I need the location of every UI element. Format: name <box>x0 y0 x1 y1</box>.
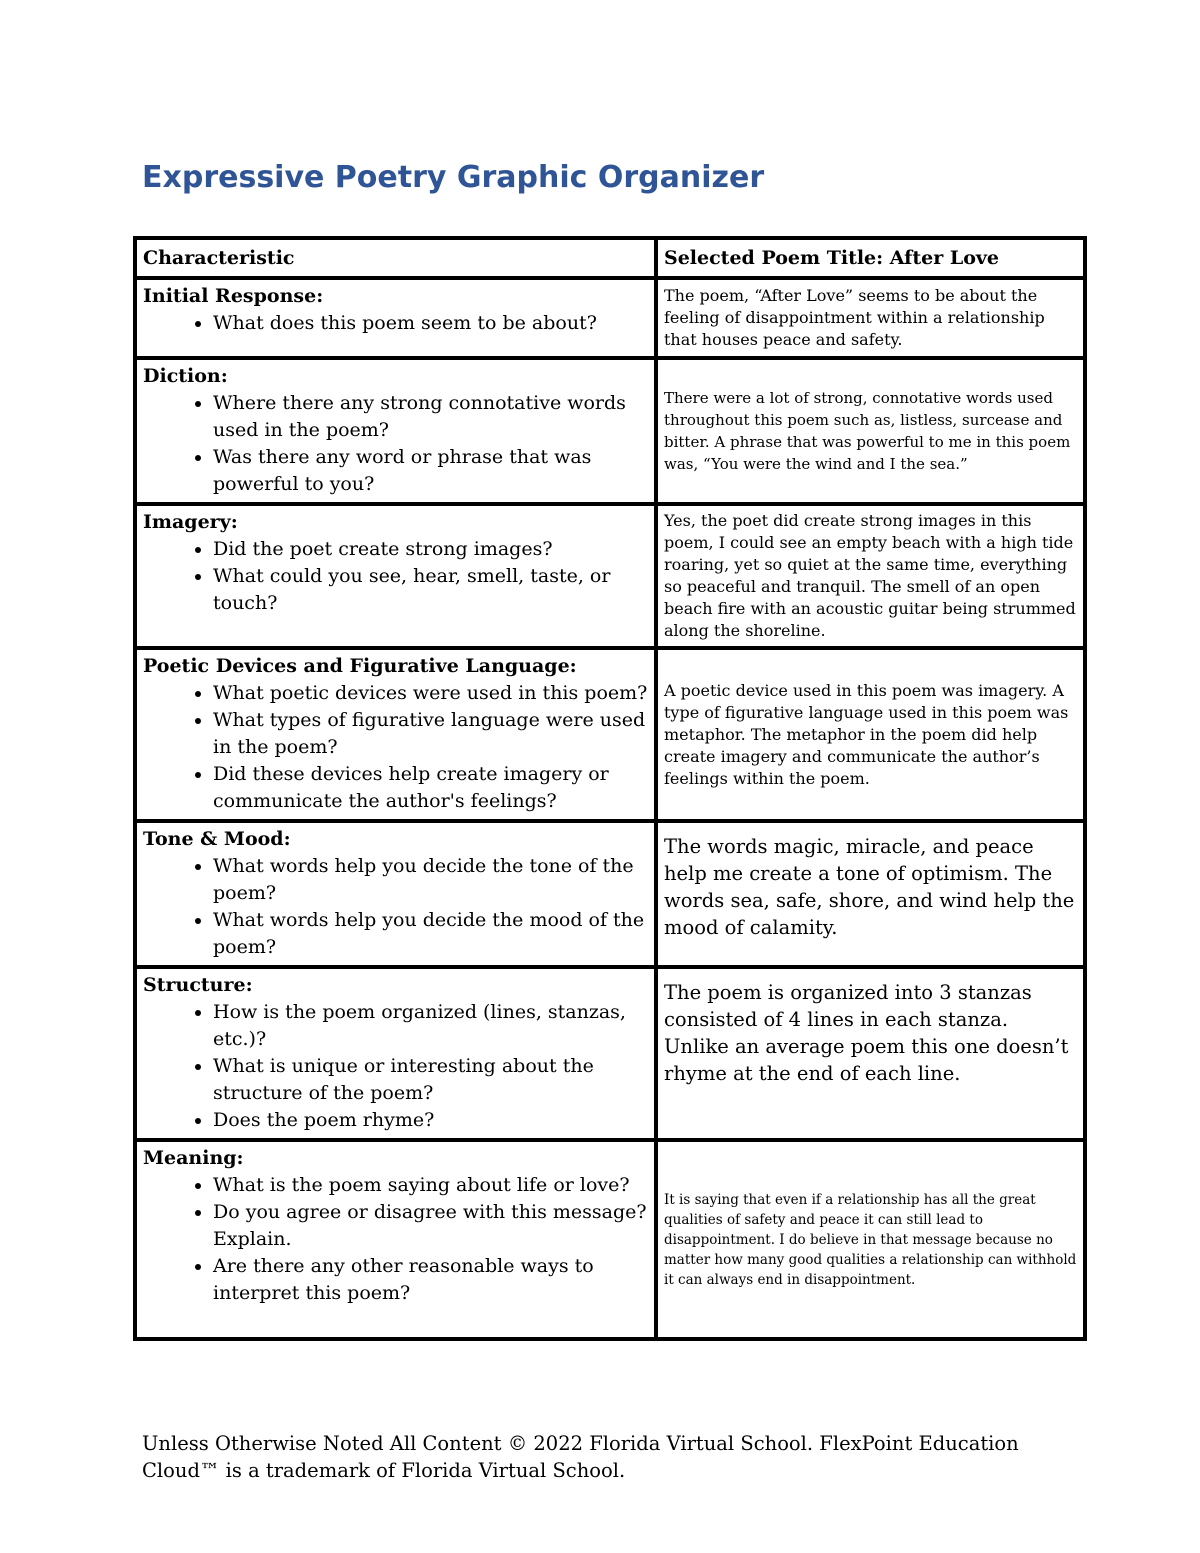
answer-cell: Yes, the poet did create strong images in this poem, I could see an empty beach with a high tide roaring, yet so quiet at the same time, everything so peaceful and tranquil. The smell of an open beach fire with an acoustic guitar being strummed along the shoreline. <box>656 504 1085 648</box>
table-row <box>135 278 1085 358</box>
characteristic-cell <box>135 278 656 358</box>
table-row <box>135 504 1085 648</box>
question-item: • Was there any word or phrase that was powerful to you? <box>213 444 649 498</box>
answer-cell: There were a lot of strong, connotative words used throughout this poem such as, listless, surcease and bitter. A phrase that was powerful to me in this poem was, “You were the wind and I the sea.” <box>656 358 1085 504</box>
question-item: • Do you agree or disagree with this message? Explain. <box>213 1199 649 1253</box>
question-item: • How is the poem organized (lines, stanzas, etc.)? <box>213 999 649 1053</box>
question-item: • What could you see, hear, smell, taste, or touch? <box>213 563 649 617</box>
characteristic-cell <box>135 504 656 648</box>
page-title: Expressive Poetry Graphic Organizer <box>142 160 765 195</box>
question-item: • What words help you decide the mood of the poem? <box>213 907 649 961</box>
characteristic-cell <box>135 821 656 967</box>
question-list <box>143 680 649 815</box>
table-row <box>135 648 1085 821</box>
answer-cell: A poetic device used in this poem was imagery. A type of figurative language used in this poem was metaphor. The metaphor in the poem did help create imagery and communicate the author’s feelings within the poem. <box>656 648 1085 821</box>
question-list <box>143 999 649 1134</box>
question-item: • What types of figurative language were used in the poem? <box>213 707 649 761</box>
table-row <box>135 358 1085 504</box>
characteristic-cell <box>135 967 656 1140</box>
graphic-organizer-table <box>133 236 1087 1341</box>
question-list <box>143 1172 649 1307</box>
question-item: • Did the poet create strong images? <box>213 536 649 563</box>
answer-cell: The words magic, miracle, and peace help me create a tone of optimism. The words sea, safe, shore, and wind help the mood of calamity. <box>656 821 1085 967</box>
question-item: • What is the poem saying about life or love? <box>213 1172 649 1199</box>
category-title: Meaning: <box>143 1147 244 1169</box>
question-item: • Where there any strong connotative words used in the poem? <box>213 390 649 444</box>
copyright-footer: Unless Otherwise Noted All Content © 2022 Florida Virtual School. FlexPoint Education Cloud™ is a trademark of Florida Virtual School. <box>142 1432 1019 1482</box>
question-item: • Does the poem rhyme? <box>213 1107 649 1134</box>
answer-cell: It is saying that even if a relationship has all the great qualities of safety and peace it can still lead to disappointment. I do believe in that message because no matter how many good qualities a relationship can withhold it can always end in disappointment. <box>656 1140 1085 1339</box>
category-title: Diction: <box>143 365 228 387</box>
question-item: • Are there any other reasonable ways to interpret this poem? <box>213 1253 649 1307</box>
answer-cell: The poem, “After Love” seems to be about the feeling of disappointment within a relationship that houses peace and safety. <box>656 278 1085 358</box>
question-list <box>143 853 649 961</box>
table-row <box>135 1140 1085 1339</box>
question-list <box>143 310 649 337</box>
characteristic-cell <box>135 1140 656 1339</box>
question-list <box>143 390 649 498</box>
category-title: Initial Response: <box>143 285 324 307</box>
answer-cell: The poem is organized into 3 stanzas consisted of 4 lines in each stanza. Unlike an average poem this one doesn’t rhyme at the end of each line. <box>656 967 1085 1140</box>
category-title: Tone & Mood: <box>143 828 291 850</box>
question-item: • What poetic devices were used in this poem? <box>213 680 649 707</box>
table-row <box>135 821 1085 967</box>
table-row <box>135 967 1085 1140</box>
question-item: • What does this poem seem to be about? <box>213 310 649 337</box>
category-title: Poetic Devices and Figurative Language: <box>143 655 577 677</box>
characteristic-cell <box>135 358 656 504</box>
question-item: • What is unique or interesting about the structure of the poem? <box>213 1053 649 1107</box>
header-poem-title: Selected Poem Title: After Love <box>656 238 1085 278</box>
question-list <box>143 536 649 617</box>
header-characteristic: Characteristic <box>135 238 656 278</box>
category-title: Structure: <box>143 974 253 996</box>
category-title: Imagery: <box>143 511 238 533</box>
table-header-row <box>135 238 1085 278</box>
question-item: • What words help you decide the tone of the poem? <box>213 853 649 907</box>
characteristic-cell <box>135 648 656 821</box>
question-item: • Did these devices help create imagery or communicate the author's feelings? <box>213 761 649 815</box>
